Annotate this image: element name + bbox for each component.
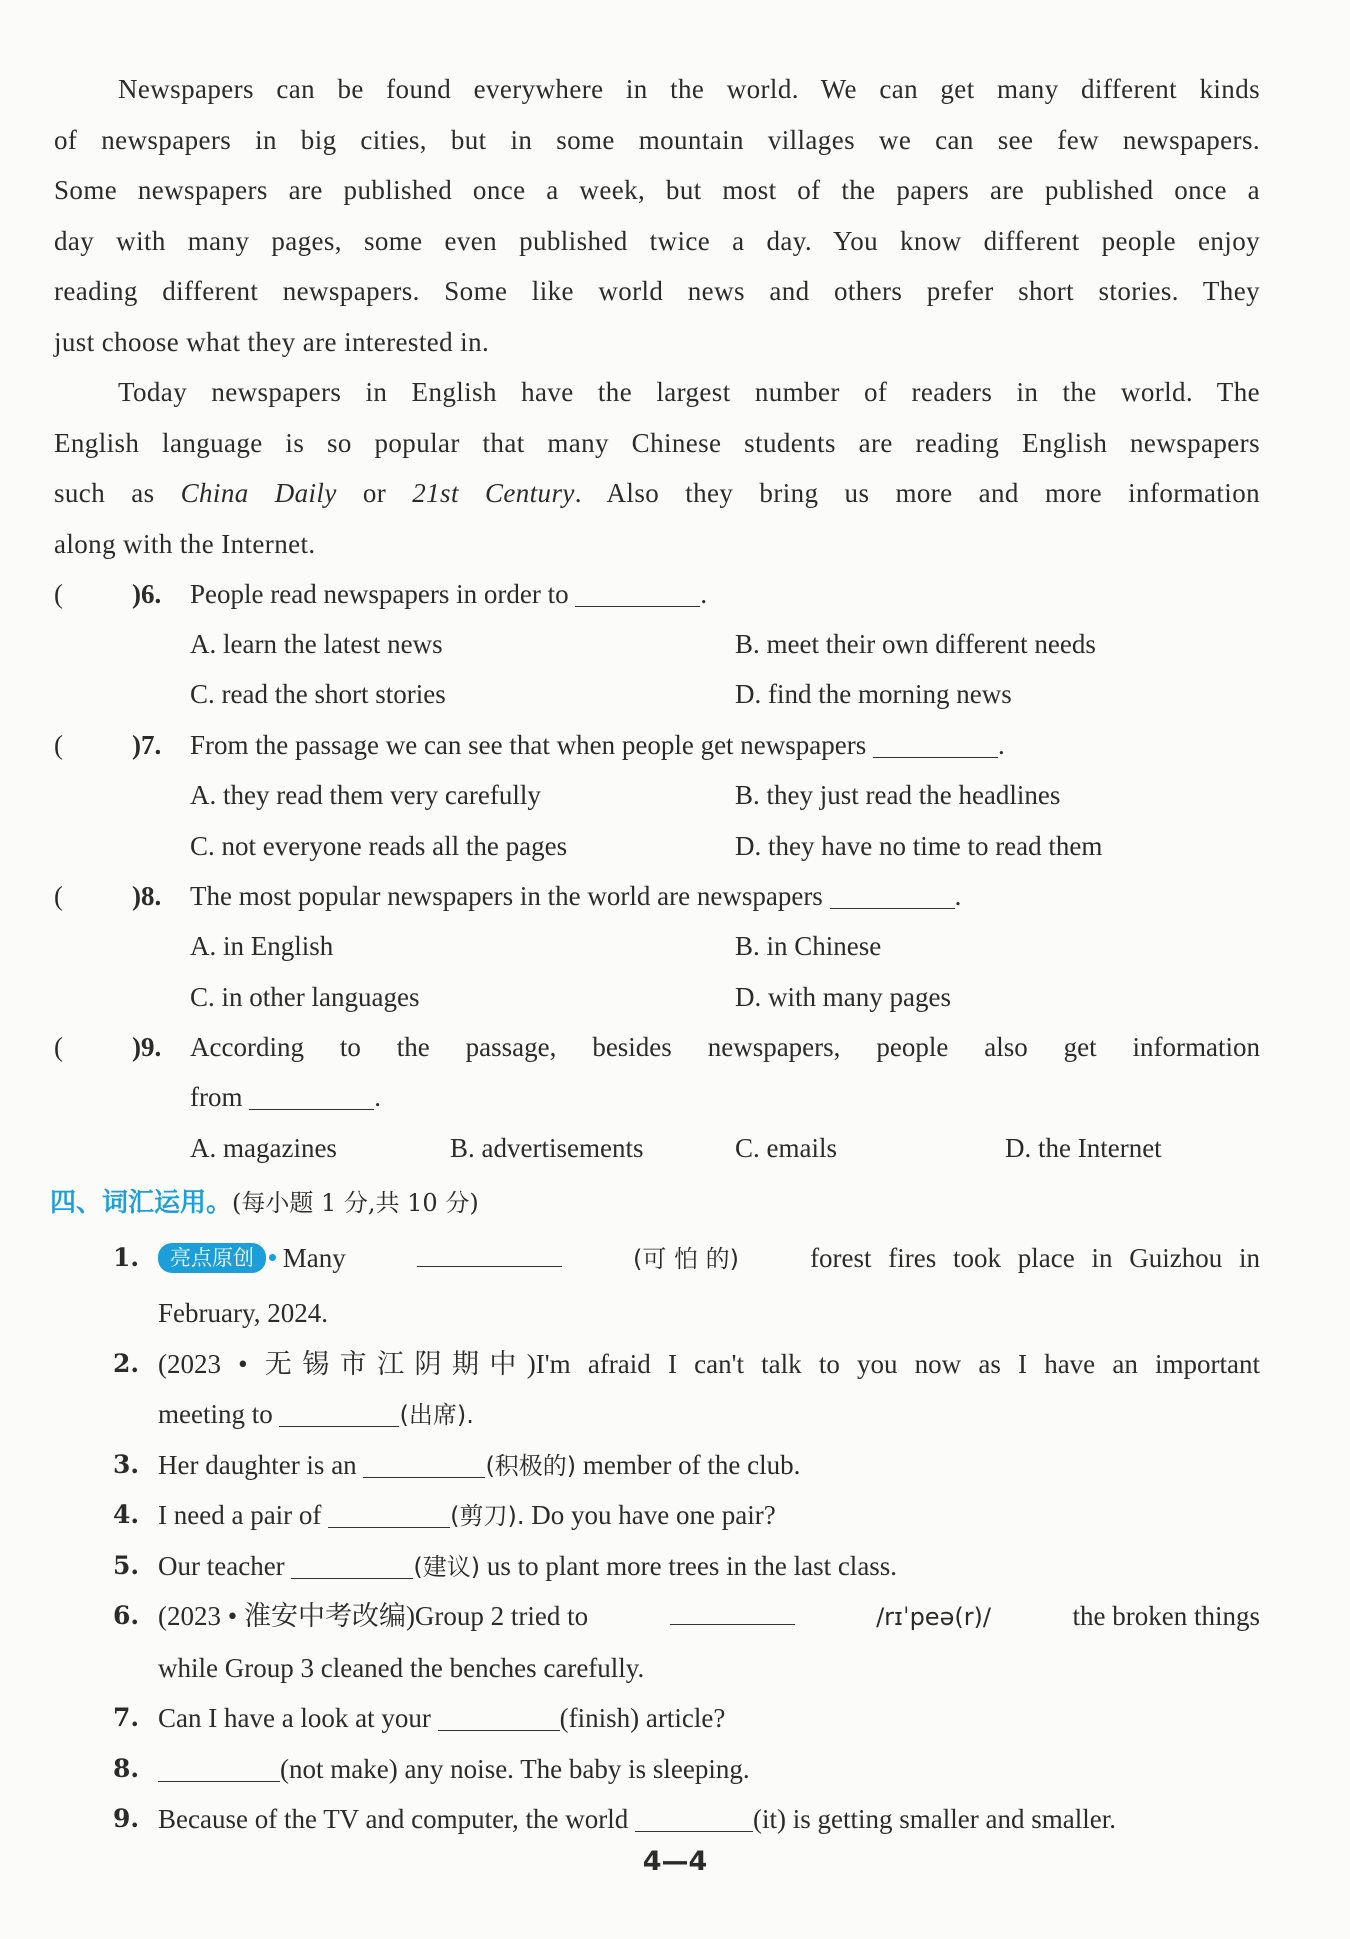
- badge-dot: [269, 1254, 276, 1261]
- question-stem: [190, 569, 707, 619]
- item-line: [158, 1440, 800, 1491]
- answer-paren-open: (: [54, 730, 63, 760]
- question-number: [132, 1022, 161, 1072]
- question-stem: [190, 871, 961, 921]
- item-text: Can I have a look at your: [158, 1703, 431, 1733]
- answer-blank[interactable]: [328, 1497, 450, 1528]
- option-d: D. the Internet: [1005, 1133, 1162, 1163]
- newspaper-title: China Daily: [180, 478, 337, 508]
- passage-line: Today newspapers in English have the largest number of readers in the world. The: [118, 377, 1260, 407]
- text-fragment: such as: [54, 478, 181, 508]
- item-text: Our teacher: [158, 1551, 285, 1581]
- text-fragment: or: [336, 478, 413, 508]
- question-stem-cont: [190, 1072, 381, 1122]
- question-number: [132, 720, 161, 770]
- passage-line: Some newspapers are published once a week, but most of the papers are published once a: [54, 175, 1260, 205]
- original-badge: 亮点原创: [158, 1243, 266, 1273]
- option-a: A. they read them very carefully: [190, 780, 541, 810]
- answer-blank[interactable]: [438, 1700, 560, 1731]
- page-number: 4—4: [642, 1846, 708, 1877]
- stem-text: From the passage we can see that when people get newspapers: [190, 730, 867, 760]
- answer-paren-close: ): [132, 1032, 141, 1062]
- stem-text: from: [190, 1082, 243, 1112]
- passage-line: just choose what they are interested in.: [54, 326, 490, 357]
- option-d: D. with many pages: [735, 982, 951, 1012]
- word-hint: (it): [753, 1804, 787, 1834]
- question-stem: According to the passage, besides newspapers, people also get information: [190, 1032, 1260, 1062]
- passage-line: reading different newspapers. Some like world news and others prefer short stories. They: [54, 276, 1260, 306]
- text-fragment: . Also they bring us more and more information: [574, 478, 1260, 508]
- item-line: [158, 1693, 725, 1743]
- phonetic-hint: /rɪˈpeə(r)/: [876, 1603, 992, 1631]
- passage-line: of newspapers in big cities, but in some mountain villages we can see few newspapers.: [54, 124, 1260, 155]
- item-text: (2023 • 淮安中考改编)Group 2 tried to: [158, 1601, 589, 1631]
- passage-paragraph-2: [54, 367, 1260, 569]
- answer-blank[interactable]: [417, 1236, 562, 1267]
- stem-text: The most popular newspapers in the world are newspapers: [190, 881, 823, 911]
- answer-paren-close: ): [132, 881, 141, 911]
- option-c: C. emails: [735, 1133, 837, 1163]
- word-hint: (建议): [413, 1553, 481, 1581]
- passage-line: along with the Internet.: [54, 528, 316, 559]
- answer-blank[interactable]: [158, 1751, 280, 1782]
- option-b: B. in Chinese: [735, 931, 882, 961]
- item-text: any noise. The baby is sleeping.: [404, 1754, 750, 1784]
- answer-paren-close: ): [132, 579, 141, 609]
- word-hint: (not make): [280, 1754, 398, 1784]
- word-hint: (积极的): [485, 1452, 577, 1480]
- number-label: 9.: [141, 1032, 162, 1062]
- item-text: (2023 • 无锡市江阴期中)I'm afraid I can't talk to you now as I have an important: [158, 1349, 1260, 1379]
- item-line: [158, 1744, 750, 1794]
- vocab-item-2-cont: [158, 1389, 474, 1440]
- item-line: [158, 1541, 897, 1592]
- vocab-item-1-cont: February, 2024.: [158, 1298, 328, 1328]
- item-number: 8.: [113, 1754, 140, 1783]
- answer-blank[interactable]: [249, 1079, 374, 1110]
- option-a: A. magazines: [190, 1133, 337, 1163]
- item-text: meeting to: [158, 1399, 273, 1429]
- passage-line: Newspapers can be found everywhere in the world. We can get many different kinds: [118, 74, 1260, 104]
- stem-end: .: [954, 881, 962, 911]
- option-c: C. in other languages: [190, 982, 420, 1012]
- word-hint: (剪刀).: [450, 1502, 525, 1530]
- item-text: Many: [282, 1243, 346, 1273]
- option-b: B. meet their own different needs: [735, 629, 1096, 659]
- item-number: 6.: [113, 1601, 140, 1630]
- word-hint: (finish): [559, 1703, 640, 1733]
- item-line: [158, 1490, 776, 1541]
- item-text: article?: [645, 1703, 726, 1733]
- word-hint: (可 怕 的): [632, 1245, 739, 1273]
- stem-end: .: [374, 1082, 381, 1112]
- item-text: is getting smaller and smaller.: [792, 1804, 1116, 1834]
- item-text: Her daughter is an: [158, 1450, 357, 1480]
- stem-end: .: [998, 730, 1005, 760]
- question-stem: [190, 720, 1005, 770]
- item-number: 1.: [113, 1243, 140, 1272]
- section-score-note: (每小题 1 分,共 10 分): [232, 1189, 479, 1217]
- answer-paren-close: ): [132, 730, 141, 760]
- passage-line: [54, 468, 1260, 519]
- item-text: Do you have one pair?: [531, 1500, 776, 1530]
- answer-blank[interactable]: [873, 727, 998, 758]
- item-line: [158, 1233, 1260, 1284]
- item-number: 9.: [113, 1804, 140, 1833]
- option-d: D. they have no time to read them: [735, 831, 1103, 861]
- item-number: 3.: [113, 1450, 140, 1479]
- option-c: C. read the short stories: [190, 679, 446, 709]
- number-label: 8.: [141, 881, 162, 911]
- answer-blank[interactable]: [635, 1801, 753, 1832]
- item-text: member of the club.: [582, 1450, 801, 1480]
- item-text: Because of the TV and computer, the world: [158, 1804, 629, 1834]
- option-b: B. they just read the headlines: [735, 780, 1061, 810]
- answer-blank[interactable]: [830, 878, 955, 909]
- answer-blank[interactable]: [279, 1396, 399, 1427]
- option-c: C. not everyone reads all the pages: [190, 831, 568, 861]
- option-a: A. in English: [190, 931, 334, 961]
- passage-line: English language is so popular that many Chinese students are reading English newspapers: [54, 427, 1260, 458]
- item-number: 7.: [113, 1703, 140, 1732]
- answer-blank[interactable]: [575, 576, 700, 607]
- answer-blank[interactable]: [670, 1594, 795, 1625]
- item-text: the broken things: [1072, 1601, 1260, 1631]
- option-d: D. find the morning news: [735, 679, 1012, 709]
- item-text: forest fires took place in Guizhou in: [810, 1243, 1260, 1273]
- section-heading: 四、词汇运用。: [50, 1188, 233, 1218]
- item-number: 4.: [113, 1500, 140, 1529]
- passage-line: day with many pages, some even published twice a day. You know different people enjoy: [54, 225, 1260, 256]
- item-text: I need a pair of: [158, 1500, 322, 1530]
- item-number: 2.: [113, 1349, 140, 1378]
- question-number: [132, 871, 161, 921]
- option-b: B. advertisements: [450, 1133, 644, 1163]
- answer-blank[interactable]: [363, 1447, 485, 1478]
- item-lead: [158, 1233, 346, 1283]
- item-line: [158, 1794, 1116, 1844]
- answer-paren-open: (: [54, 579, 63, 609]
- stem-end: .: [700, 579, 708, 609]
- answer-paren-open: (: [54, 1032, 63, 1062]
- section-title: [50, 1178, 479, 1228]
- stem-text: People read newspapers in order to: [190, 579, 569, 609]
- number-label: 6.: [141, 579, 162, 609]
- item-number: 5.: [113, 1551, 140, 1580]
- answer-blank[interactable]: [291, 1548, 413, 1579]
- answer-paren-open: (: [54, 881, 63, 911]
- passage-paragraph-1: [54, 64, 1260, 367]
- word-hint: (出席).: [399, 1401, 474, 1429]
- number-label: 7.: [141, 730, 162, 760]
- option-a: A. learn the latest news: [190, 629, 443, 659]
- item-text: us to plant more trees in the last class.: [486, 1551, 898, 1581]
- item-line: [158, 1591, 1260, 1642]
- question-number: [132, 569, 161, 619]
- vocab-item-6-cont: while Group 3 cleaned the benches carefully.: [158, 1653, 645, 1683]
- newspaper-title: 21st Century: [412, 478, 575, 508]
